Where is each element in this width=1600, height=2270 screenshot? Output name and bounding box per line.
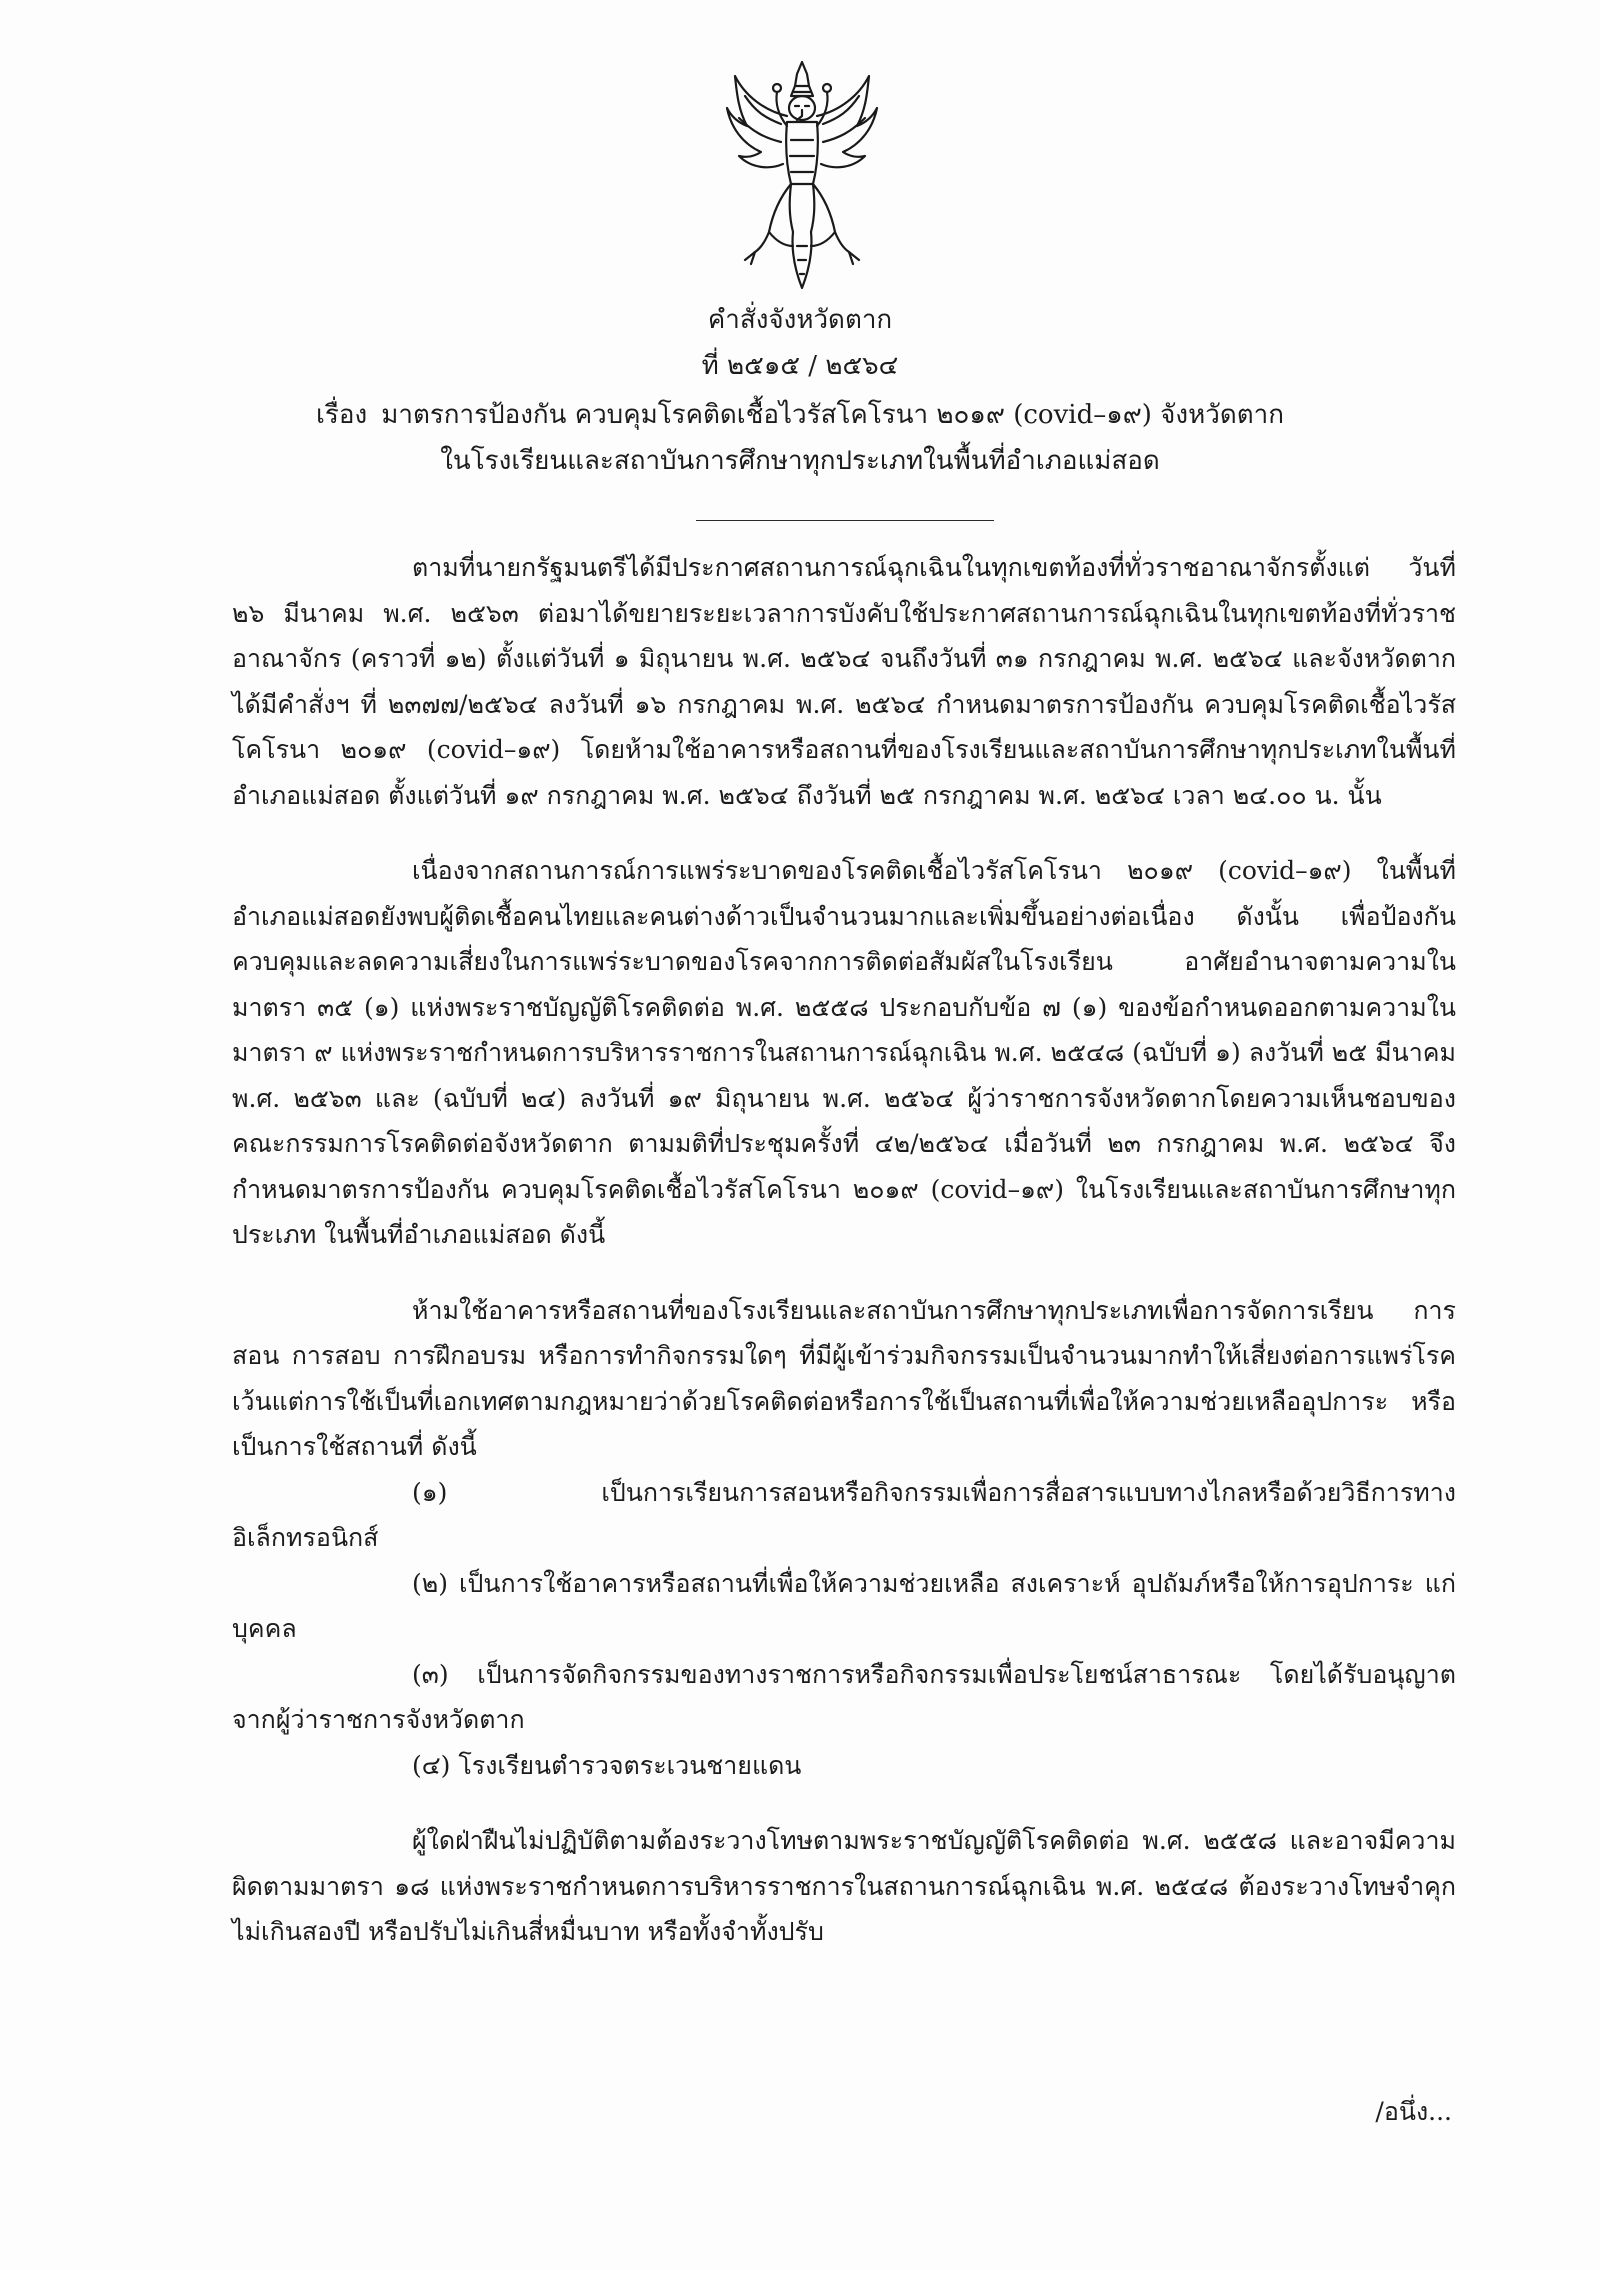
order-body xyxy=(232,545,1456,1955)
list-item: (๓) เป็นการจัดกิจกรรมของทางราชการหรือกิจกรรมเพื่อประโยชน์สาธารณะ โดยได้รับอนุญาต จากผู้ว่าราชการจังหวัดตาก xyxy=(232,1659,1456,1734)
paragraph-prohibition: ห้ามใช้อาคารหรือสถานที่ของโรงเรียนและสถาบันการศึกษาทุกประเภทเพื่อการจัดการเรียน การสอน การสอบ การฝึกอบรม หรือการทำกิจกรรมใดๆ ที่มีผู้เข้าร่วมกิจกรรมเป็นจำนวนมากทำให้เสี่ยงต่อการแพร่โรค เว้นแต่การใช้เป็นที่เอกเทศตามกฎหมายว่าด้วยโรคติดต่อหรือการใช้เป็นสถานที่เพื่อให้ความช่วยเหลืออุปการะ หรือเป็นการใช้สถานที่ ดังนี้ xyxy=(232,1295,1456,1461)
list-item: (๑) เป็นการเรียนการสอนหรือกิจกรรมเพื่อการสื่อสารแบบทางไกลหรือด้วยวิธีการทางอิเล็กทรอนิกส์ xyxy=(232,1477,1456,1552)
subject-line-2: ในโรงเรียนและสถาบันการศึกษาทุกประเภทในพื้นที่อำเภอแม่สอด xyxy=(440,446,1160,476)
order-subject xyxy=(0,392,1600,484)
list-item: (๔) โรงเรียนตำรวจตระเวนชายแดน xyxy=(412,1750,802,1780)
list-item: (๒) เป็นการใช้อาคารหรือสถานที่เพื่อให้ความช่วยเหลือ สงเคราะห์ อุปถัมภ์หรือให้การอุปการะ แก่บุคคล xyxy=(232,1568,1456,1643)
garuda-emblem-icon xyxy=(725,56,880,296)
order-title: คำสั่งจังหวัดตาก xyxy=(707,305,893,335)
paragraph-background: ตามที่นายกรัฐมนตรีได้มีประกาศสถานการณ์ฉุกเฉินในทุกเขตท้องที่ทั่วราชอาณาจักรตั้งแต่ วันที่ ๒๖ มีนาคม พ.ศ. ๒๕๖๓ ต่อมาได้ขยายระยะเวลาการบังคับใช้ประกาศสถานการณ์ฉุกเฉินในทุกเขตท้องที่ทั่วราชอาณาจักร (คราวที่ ๑๒) ตั้งแต่วันที่ ๑ มิถุนายน พ.ศ. ๒๕๖๔ จนถึงวันที่ ๓๑ กรกฎาคม พ.ศ. ๒๕๖๔ และจังหวัดตากได้มีคำสั่งฯ ที่ ๒๓๗๗/๒๕๖๔ ลงวันที่ ๑๖ กรกฎาคม พ.ศ. ๒๕๖๔ กำหนดมาตรการป้องกัน ควบคุมโรคติดเชื้อไวรัสโคโรนา ๒๐๑๙ (covid–๑๙) โดยห้ามใช้อาคารหรือสถานที่ของโรงเรียนและสถาบันการศึกษาทุกประเภทในพื้นที่อำเภอแม่สอด ตั้งแต่วันที่ ๑๙ กรกฎาคม พ.ศ. ๒๕๖๔ ถึงวันที่ ๒๕ กรกฎาคม พ.ศ. ๒๕๖๔ เวลา ๒๔.๐๐ น. นั้น xyxy=(232,553,1456,810)
subject-label: เรื่อง xyxy=(316,400,368,430)
paragraph-penalty: ผู้ใดฝ่าฝืนไม่ปฏิบัติตามต้องระวางโทษตามพระราชบัญญัติโรคติดต่อ พ.ศ. ๒๕๕๘ และอาจมีความผิดตามมาตรา ๑๘ แห่งพระราชกำหนดการบริหารราชการในสถานการณ์ฉุกเฉิน พ.ศ. ๒๕๔๘ ต้องระวางโทษจำคุกไม่เกินสองปี หรือปรับไม่เกินสี่หมื่นบาท หรือทั้งจำทั้งปรับ xyxy=(232,1826,1456,1946)
paragraph-reasons: เนื่องจากสถานการณ์การแพร่ระบาดของโรคติดเชื้อไวรัสโคโรนา ๒๐๑๙ (covid–๑๙) ในพื้นที่อำเภอแม่สอดยังพบผู้ติดเชื้อคนไทยและคนต่างด้าวเป็นจำนวนมากและเพิ่มขึ้นอย่างต่อเนื่อง ดังนั้น เพื่อป้องกัน ควบคุมและลดความเสี่ยงในการแพร่ระบาดของโรคจากการติดต่อสัมผัสในโรงเรียน อาศัยอำนาจตามความในมาตรา ๓๕ (๑) แห่งพระราชบัญญัติโรคติดต่อ พ.ศ. ๒๕๕๘ ประกอบกับข้อ ๗ (๑) ของข้อกำหนดออกตามความในมาตรา ๙ แห่งพระราชกำหนดการบริหารราชการในสถานการณ์ฉุกเฉิน พ.ศ. ๒๕๔๘ (ฉบับที่ ๑) ลงวันที่ ๒๕ มีนาคม พ.ศ. ๒๕๖๓ และ (ฉบับที่ ๒๔) ลงวันที่ ๑๙ มิถุนายน พ.ศ. ๒๕๖๔ ผู้ว่าราชการจังหวัดตากโดยความเห็นชอบของคณะกรรมการโรคติดต่อจังหวัดตาก ตามมติที่ประชุมครั้งที่ ๔๒/๒๕๖๔ เมื่อวันที่ ๒๓ กรกฎาคม พ.ศ. ๒๕๖๔ จึงกำหนดมาตรการป้องกัน ควบคุมโรคติดเชื้อไวรัสโคโรนา ๒๐๑๙ (covid–๑๙) ในโรงเรียนและสถาบันการศึกษาทุกประเภท ในพื้นที่อำเภอแม่สอด ดังนี้ xyxy=(232,856,1456,1249)
subject-line-1 xyxy=(0,392,1600,438)
subject-text-1: มาตรการป้องกัน ควบคุมโรคติดเชื้อไวรัสโคโรนา ๒๐๑๙ (covid–๑๙) จังหวัดตาก xyxy=(381,400,1284,430)
continuation-marker: /อนึ่ง... xyxy=(1375,2097,1452,2126)
order-number: ที่ ๒๕๑๕ / ๒๕๖๔ xyxy=(701,351,899,381)
heading-divider xyxy=(696,520,994,521)
